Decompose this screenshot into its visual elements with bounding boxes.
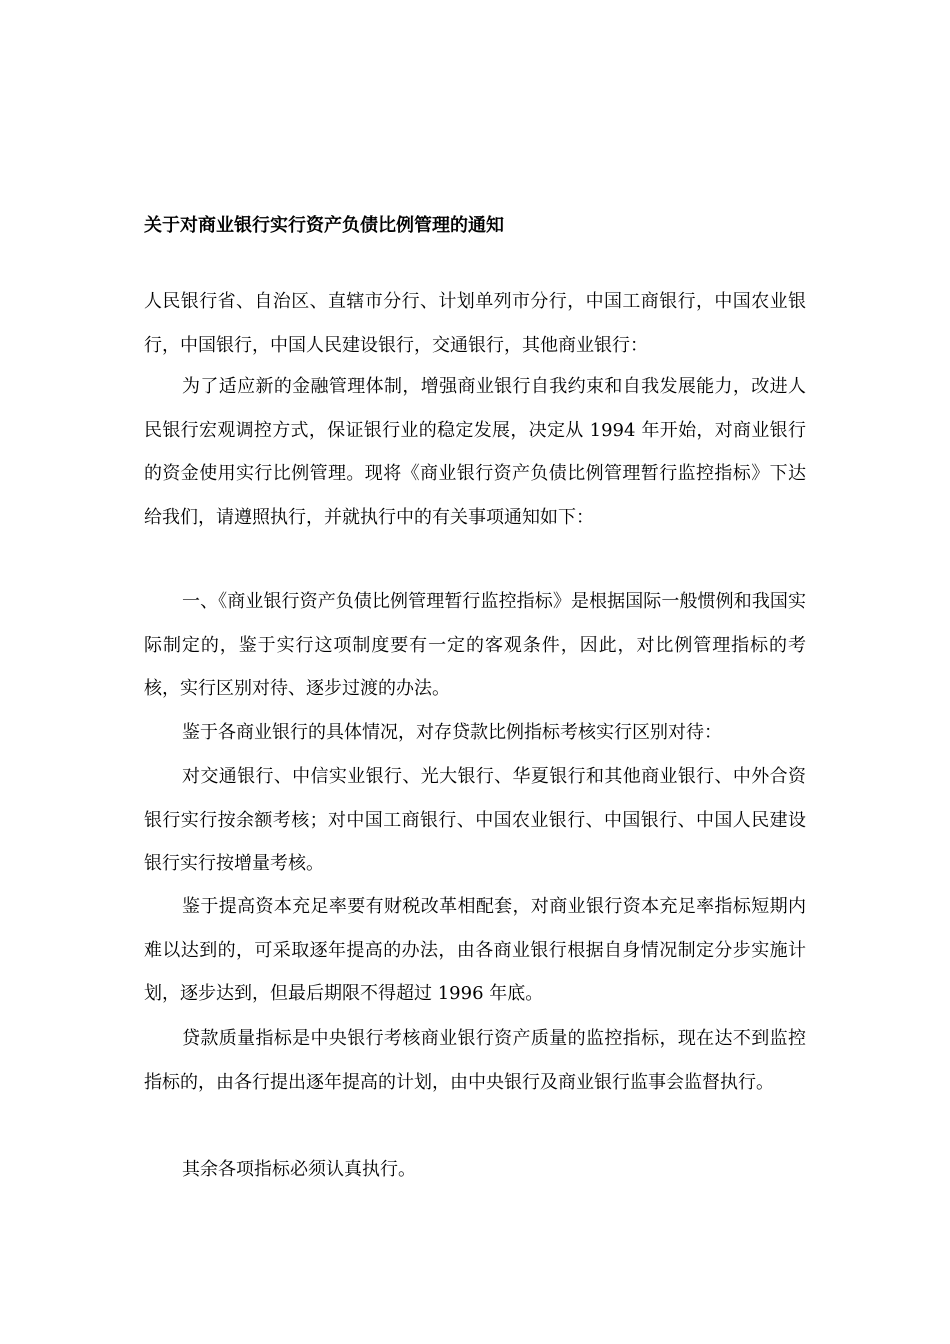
- body-paragraph: 对交通银行、中信实业银行、光大银行、华夏银行和其他商业银行、中外合资银行实行按余额考核；对中国工商银行、中国农业银行、中国银行、中国人民建设银行实行按增量考核。: [144, 766, 806, 874]
- intro-paragraph: 为了适应新的金融管理体制，增强商业银行自我约束和自我发展能力，改进人民银行宏观调控方式，保证银行业的稳定发展，决定从 1994 年开始，对商业银行的资金使用实行比例管理。现将《商业银行资产负债比例管理暂行监控指标》下达给我们，请遵照执行，并就执行中的有关事项通知如下：: [144, 376, 806, 528]
- body-paragraph: 贷款质量指标是中央银行考核商业银行资产质量的监控指标，现在达不到监控指标的，由各行提出逐年提高的计划，由中央银行及商业银行监事会监督执行。: [144, 1028, 806, 1093]
- document-title: 关于对商业银行实行资产负债比例管理的通知: [144, 215, 504, 236]
- addressee-paragraph: 人民银行省、自治区、直辖市分行、计划单列市分行，中国工商银行，中国农业银行，中国银行，中国人民建设银行，交通银行，其他商业银行：: [144, 291, 806, 356]
- body-paragraph: 一、《商业银行资产负债比例管理暂行监控指标》是根据国际一般惯例和我国实际制定的，鉴于实行这项制度要有一定的客观条件，因此，对比例管理指标的考核，实行区别对待、逐步过渡的办法。: [144, 591, 806, 699]
- body-paragraph: 鉴于提高资本充足率要有财税改革相配套，对商业银行资本充足率指标短期内难以达到的，可采取逐年提高的办法，由各商业银行根据自身情况制定分步实施计划，逐步达到，但最后期限不得超过 1996 年底。: [144, 896, 806, 1004]
- body-paragraph: 鉴于各商业银行的具体情况，对存贷款比例指标考核实行区别对待：: [182, 722, 722, 743]
- body-paragraph: 其余各项指标必须认真执行。: [182, 1159, 416, 1180]
